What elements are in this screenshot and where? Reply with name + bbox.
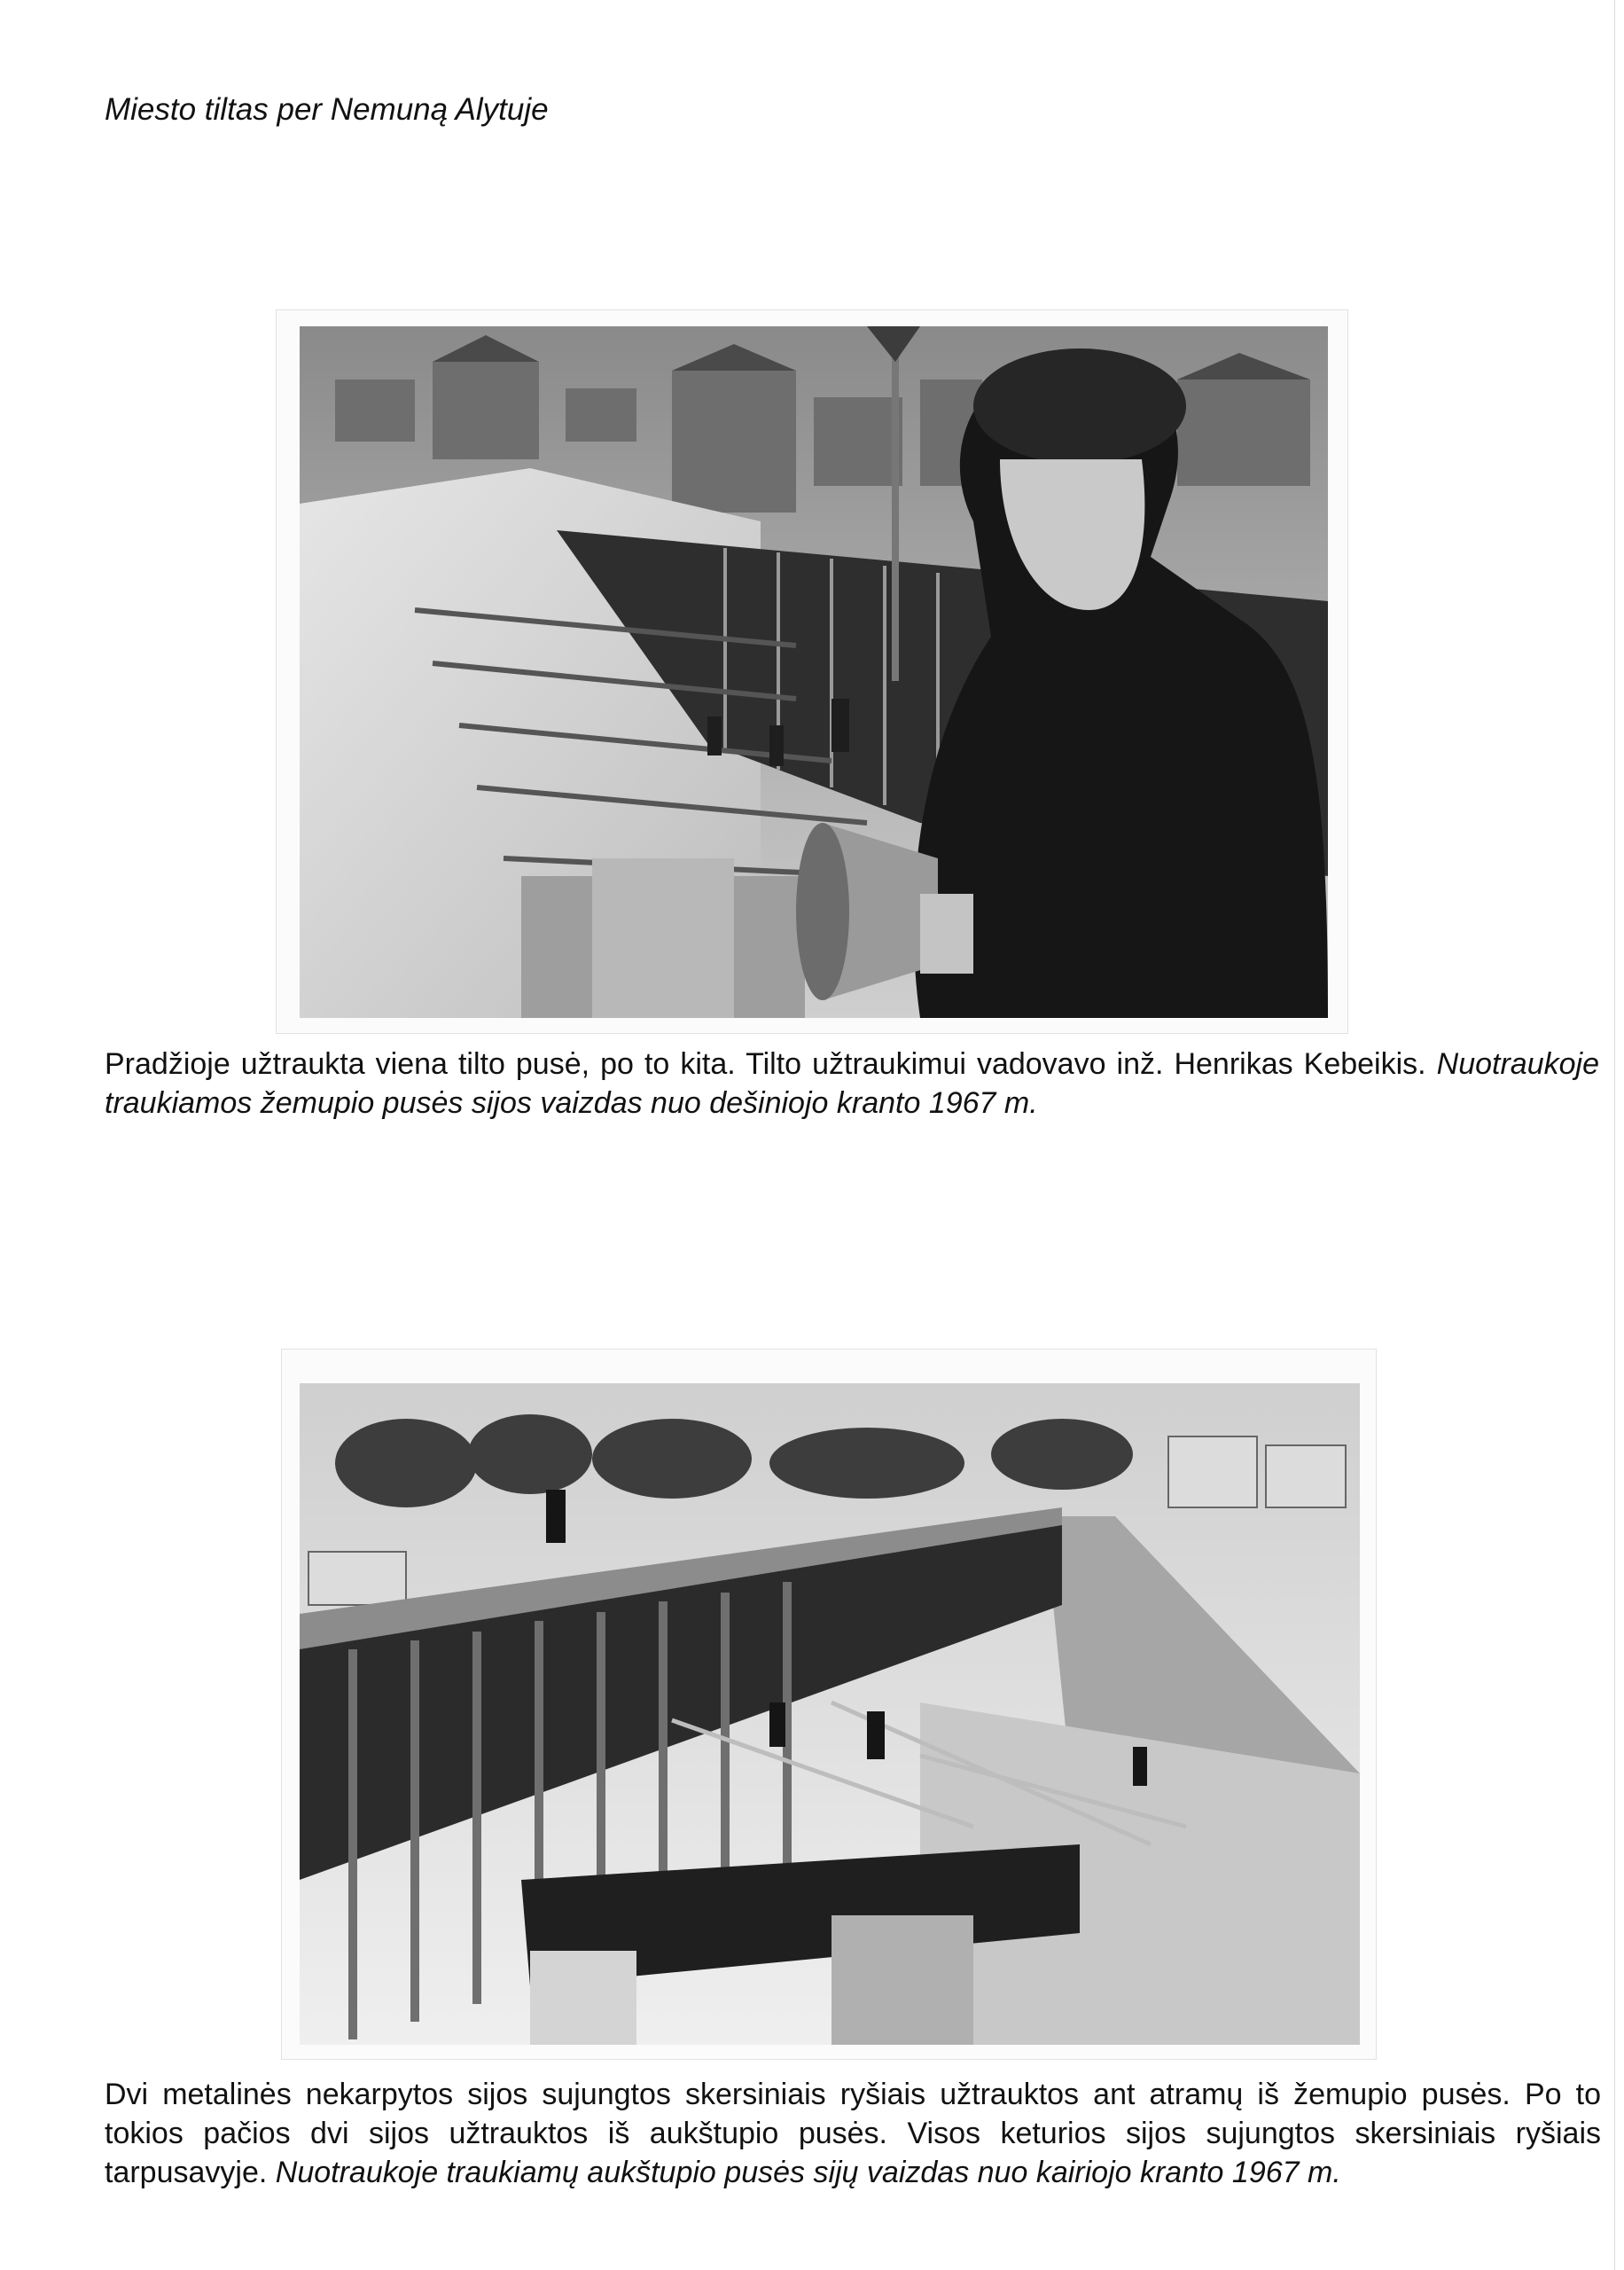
- photo-2-caption: [105, 2075, 1601, 2192]
- photo-2-mount: [282, 1350, 1376, 2059]
- photo-2-caption-italic: Nuotraukoje traukiamų aukštupio pusės sijų vaizdas nuo kairiojo kranto 1967 m.: [275, 2156, 1341, 2189]
- page-title: Miesto tiltas per Nemuną Alytuje: [105, 92, 549, 127]
- photo-1-caption: [105, 1045, 1599, 1123]
- photo-1-caption-text: Pradžioje užtraukta viena tilto pusė, po to kita. Tilto užtraukimui vadovavo inž. Henrikas Kebeikis.: [105, 1047, 1426, 1081]
- photo-2-caption-text: Dvi metalinės nekarpytos sijos sujungtos skersiniais ryšiais užtrauktos ant atramų iš žemupio pusės. Po to tokios pačios dvi sijos užtrauktos iš aukštupio pusės. Visos keturios sijos sujungtos skersiniais ryšiais tarpusavyje.: [105, 2078, 1601, 2189]
- photo-1-mount: [277, 310, 1347, 1033]
- photo-1-image: [300, 326, 1328, 1018]
- photo-1-caption-italic: Nuotraukoje traukiamos žemupio pusės sijos vaizdas nuo dešiniojo kranto 1967 m.: [105, 1047, 1599, 1120]
- photo-2-image: [300, 1383, 1360, 2045]
- scan-edge-line: [1614, 0, 1615, 2270]
